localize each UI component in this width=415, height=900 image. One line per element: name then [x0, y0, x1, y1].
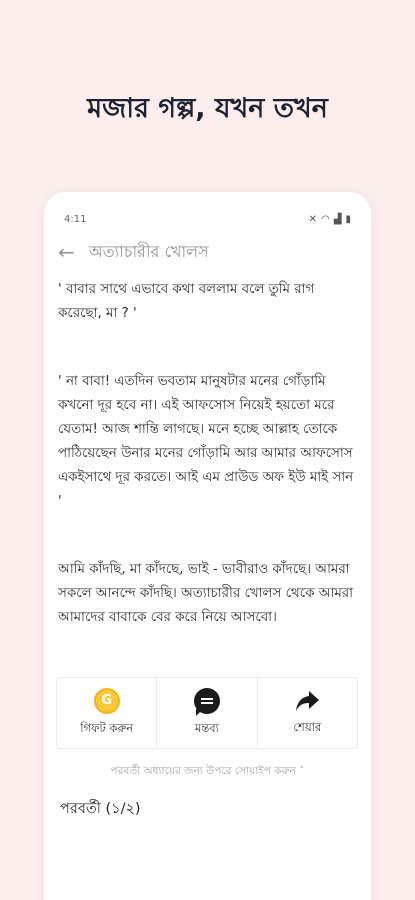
status-time: 4:11: [64, 213, 87, 225]
next-chapter-label[interactable]: পরবর্তী (১/২): [60, 801, 141, 817]
phone-screen: [44, 192, 371, 900]
story-title: অত্যাচারীর খোলস: [88, 241, 209, 261]
comment-icon: [194, 688, 220, 714]
swipe-hint[interactable]: পরবর্তী অধ্যায়ের জন্য উপরে সোয়াইপ করুন ˄: [110, 765, 305, 777]
status-bar: [44, 204, 371, 234]
story-content[interactable]: [44, 270, 371, 630]
story-paragraph: আমি কাঁদছি, মা কাঁদছে, ভাই - ভাবীরাও কাঁদছে। আমরা সকলে আনন্দে কাঁদছি। অত্যাচারীর খোলস থেকে আমরা আমাদের বাবাকে বের করে নিয়ে আসবো।: [58, 562, 354, 625]
gift-coin-icon: G: [94, 688, 120, 714]
status-icons: [309, 214, 351, 225]
story-action-bar: [56, 677, 358, 749]
back-arrow-icon[interactable]: ←: [58, 240, 75, 264]
story-paragraph: ' না বাবা! এতদিন ভবতাম মানুষটার মনের গোঁড়ামি কখনো দূর হবে না। এই আফসোস নিয়েই হয়তো মরে যেতাম! আজ শান্তি লাগছে। মনে হচ্ছে আল্লাহ তোকে পাঠিয়েছেন উনার মনের গোঁড়ামি আর আমার আফসোস একইসাথে দূর করতে। আই এম প্রাউড অফ ইউ মাই সান ': [58, 374, 354, 509]
wifi-icon: ◠: [321, 213, 330, 225]
share-label: শেয়ার: [293, 719, 322, 734]
gift-button[interactable]: [57, 678, 157, 748]
story-paragraph: ' বাবার সাথে এভাবে কথা বললাম বলে তুমি রাগ করেছো, মা ? ': [58, 282, 315, 321]
gift-label: গিফট করুন: [80, 720, 134, 735]
promo-headline: মজার গল্প, যখন তখন: [87, 93, 328, 124]
signal-icon: ▟: [333, 213, 342, 225]
comment-button[interactable]: [157, 678, 257, 748]
share-icon: [294, 689, 320, 713]
battery-icon: ▮: [345, 213, 351, 225]
mute-icon: ✕: [308, 213, 318, 225]
app-bar: [44, 234, 371, 270]
share-button[interactable]: [258, 678, 357, 748]
comment-label: মন্তব্য: [194, 720, 220, 735]
